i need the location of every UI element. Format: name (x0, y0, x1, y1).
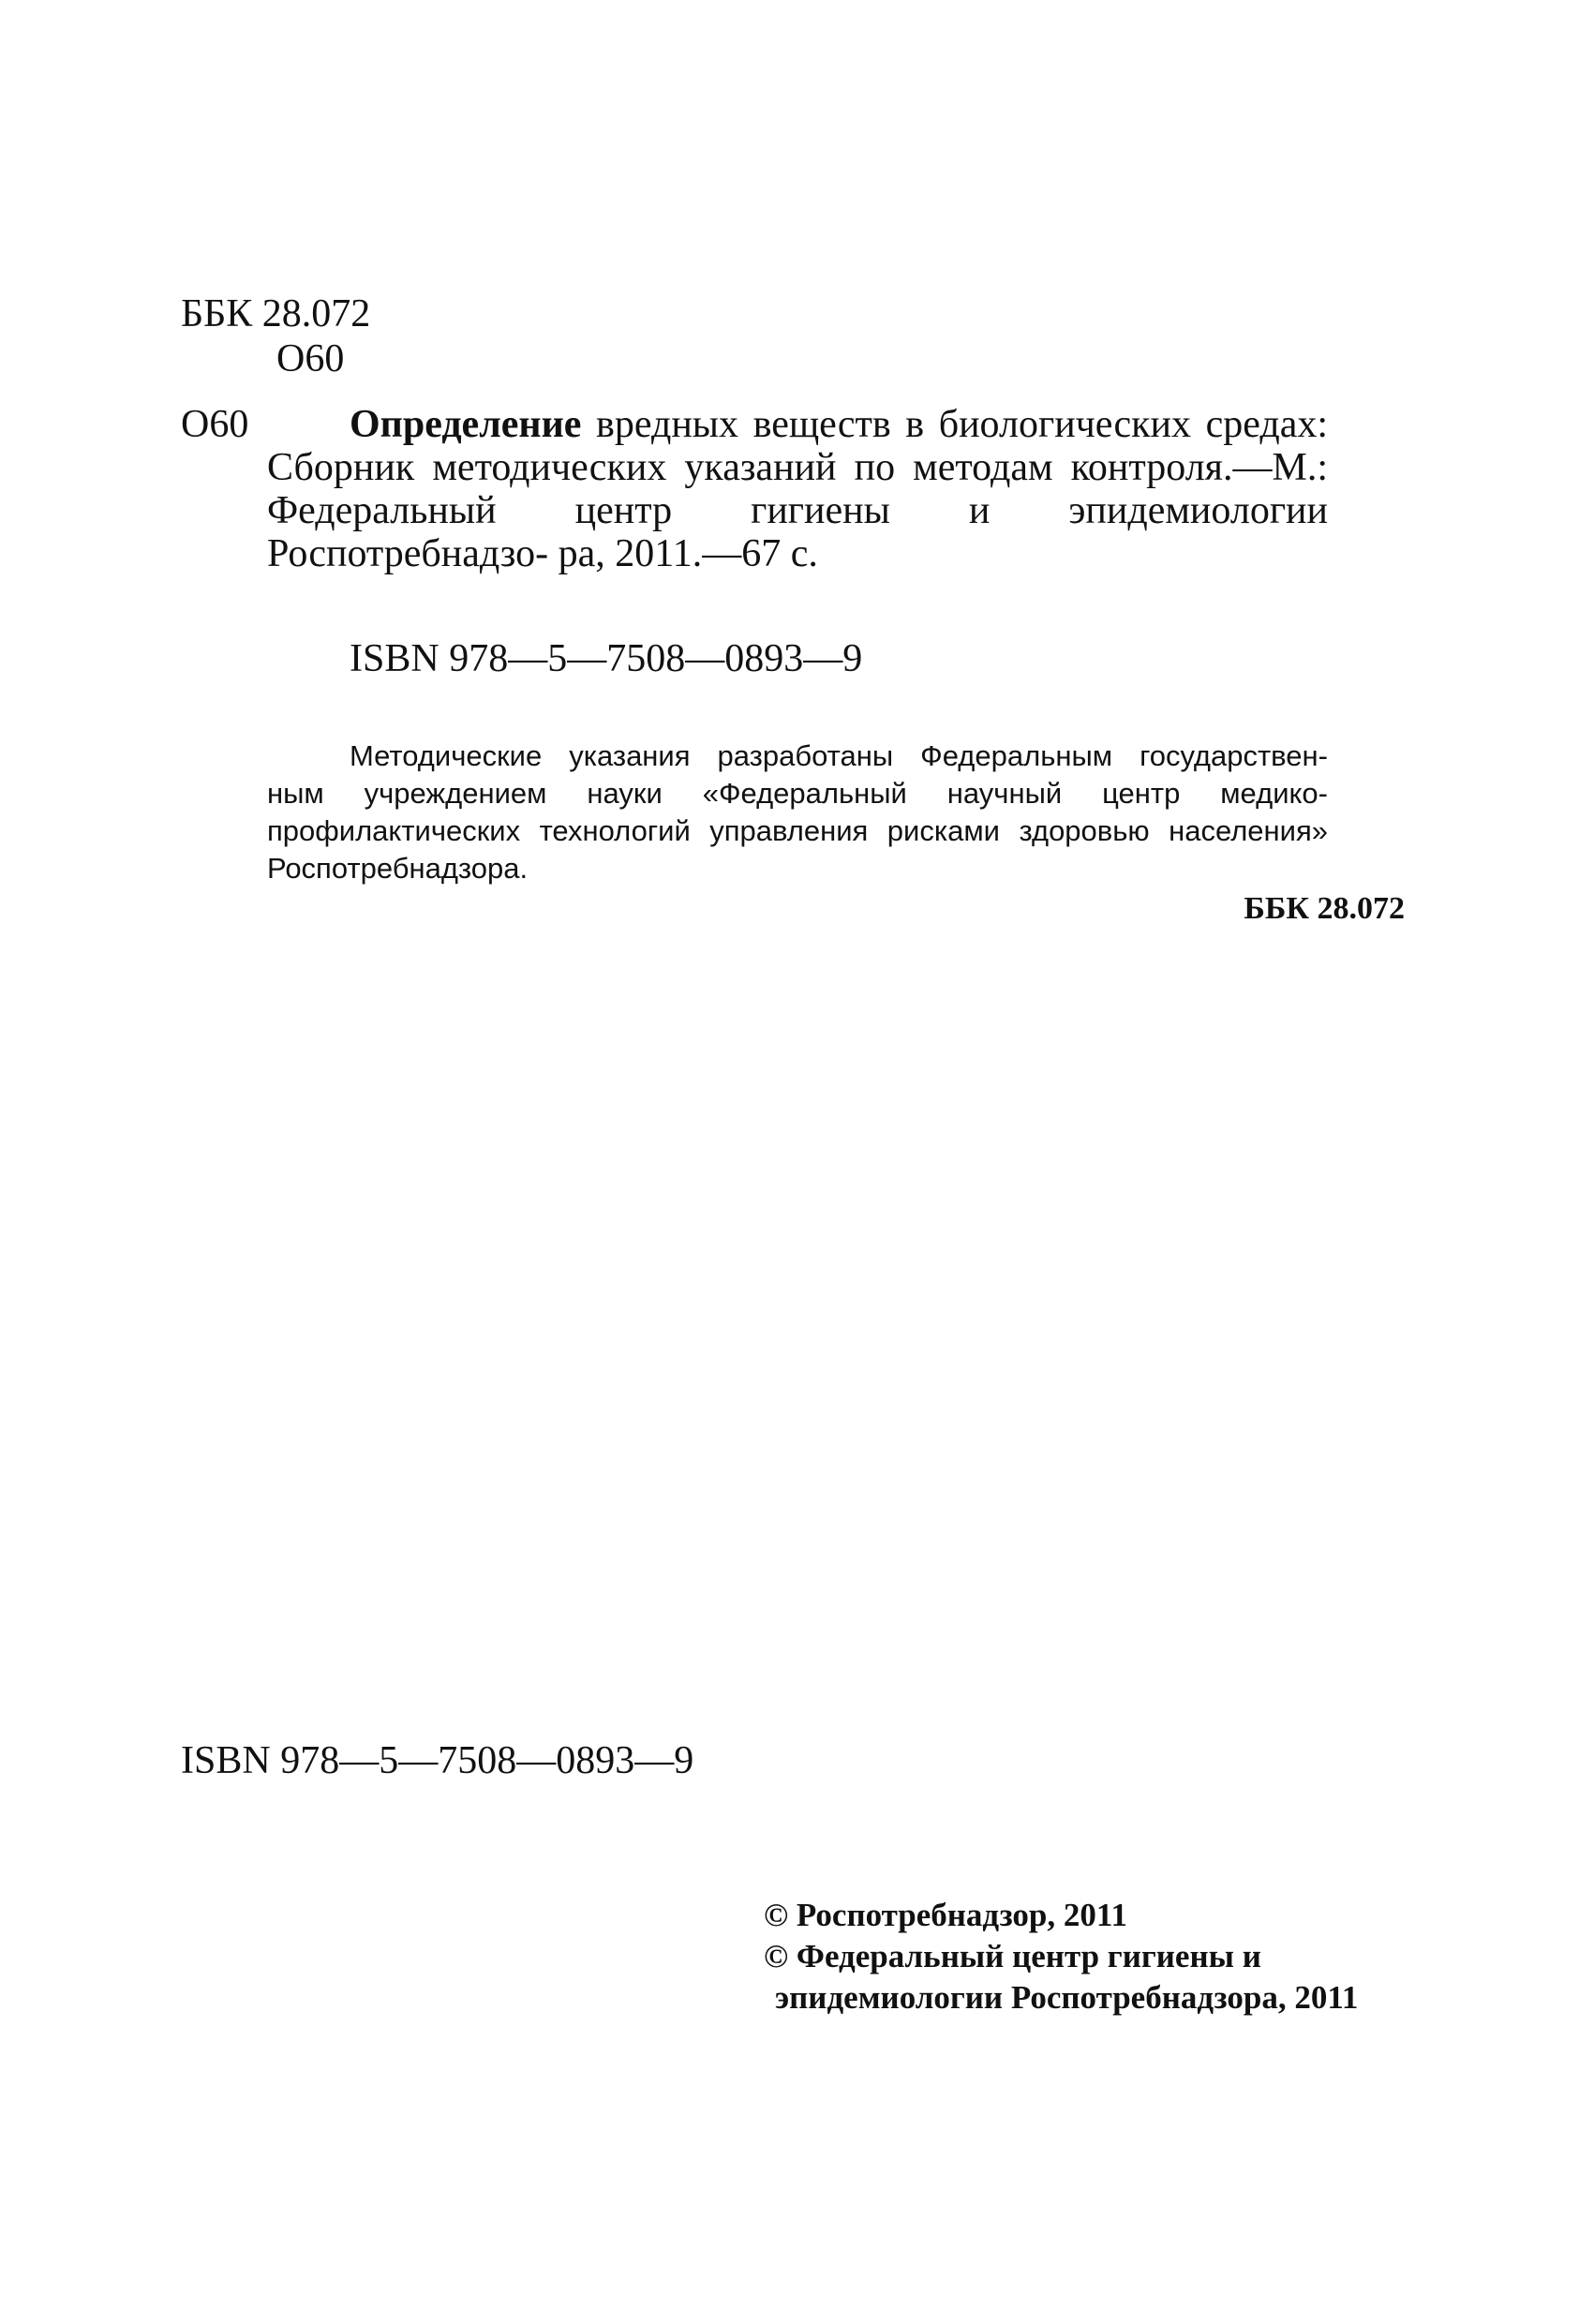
isbn-bottom: ISBN 978—5—7508—0893—9 (181, 1739, 694, 1782)
annotation (267, 737, 1328, 887)
entry-line-4: ра, 2011.—67 с. (558, 532, 818, 575)
annotation-line-4: Роспотребнадзора. (267, 852, 529, 885)
annotation-line-1: Методические указания разработаны Федеральным государствен- (350, 739, 1328, 772)
annotation-line-3: профилактических технологий управления рисками здоровью населения» (267, 814, 1328, 847)
entry-line-2: Сборник методических указаний по методам контроля.—М.: (267, 446, 1328, 489)
annotation-line-2: ным учреждением науки «Федеральный научный центр медико- (267, 777, 1328, 810)
entry-line-1: вредных веществ в биологических средах: (581, 403, 1328, 446)
copyright-line-1: © Роспотребнадзор, 2011 (764, 1897, 1127, 1933)
copyright-line-2: © Федеральный центр гигиены и (764, 1938, 1261, 1974)
bibliographic-entry (267, 403, 1328, 575)
bbk-classification: ББК 28.072 (181, 292, 371, 335)
copyright-line-3: эпидемиологии Роспотребнадзора, 2011 (775, 1979, 1359, 2016)
author-mark: О60 (276, 337, 345, 380)
entry-title: Определение (350, 403, 582, 446)
entry-line-3: Федеральный центр гигиены и эпидемиологии Роспотребнадзо- (267, 489, 1328, 575)
bbk-classification-right: ББК 28.072 (1244, 891, 1405, 926)
entry-author-mark: О60 (181, 403, 249, 446)
isbn-inner: ISBN 978—5—7508—0893—9 (350, 637, 863, 680)
copyright-block (764, 1895, 1358, 2019)
